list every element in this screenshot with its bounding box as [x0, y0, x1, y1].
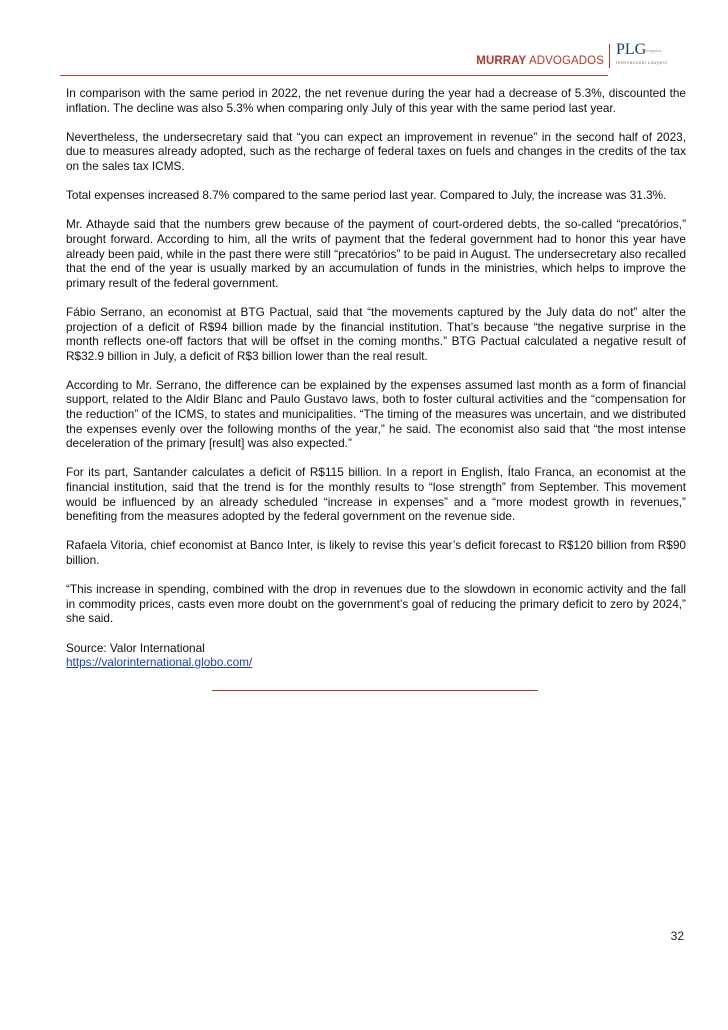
paragraph: In comparison with the same period in 2022, the net revenue during the year had a decrease of 5.3%, discounted the inflation. The decline was also 5.3% when comparing only July of this year with the same period last year.	[66, 86, 686, 115]
plg-logo	[614, 41, 676, 68]
paragraph: According to Mr. Serrano, the difference can be explained by the expenses assumed last month as a form of financial support, related to the Aldir Blanc and Paulo Gustavo laws, both to foster cultural activities and the “compensation for the reduction” of the ICMS, to states and municipalities. “The timing of the measures was uncertain, and we distributed the expenses evenly over the following months of the year,” he said. The economist also said that “the most intense deceleration of the primary [result] was also expected.”	[66, 377, 686, 451]
page-header	[60, 42, 676, 76]
paragraph: “This increase in spending, combined with the drop in revenues due to the slowdown in economic activity and the fall in commodity prices, casts even more doubt on the government’s goal of reducing the primary deficit to zero by 2024,” she said.	[66, 582, 686, 626]
paragraph: Total expenses increased 8.7% compared to the same period last year. Compared to July, the increase was 31.3%.	[66, 188, 667, 203]
paragraph: Fábio Serrano, an economist at BTG Pactual, said that “the movements captured by the July data do not” alter the projection of a deficit of R$94 billion made by the financial institution. That’s because “the negative surprise in the month reflects one-off factors that will be offset in the coming months.” BTG Pactual calculated a negative result of R$32.9 billion in July, a deficit of R$3 billion lower than the real result.	[66, 304, 686, 363]
logo-tag: advogados	[642, 48, 662, 53]
logo-subtitle: International Lawyers	[616, 60, 668, 65]
page-number: 32	[670, 929, 684, 943]
paragraph: Rafaela Vitoria, chief economist at Banco Inter, is likely to revise this year’s deficit forecast to R$120 billion from R$90 billion.	[66, 538, 686, 567]
firm-name-bold: MURRAY	[476, 55, 527, 67]
paragraph: Nevertheless, the undersecretary said that “you can expect an improvement in revenue” in the second half of 2023, due to measures already adopted, such as the recharge of federal taxes on fuels and changes in the credits of the tax on the sales tax ICMS.	[66, 129, 686, 173]
paragraph: For its part, Santander calculates a deficit of R$115 billion. In a report in English, Ítalo Franca, an economist at the financial institution, said that the trend is for the monthly results to “lose strength” from September. This movement would be influenced by an already scheduled “increase in expenses” and a “more modest growth in revenues,” benefiting from the measures adopted by the federal government on the revenue side.	[66, 465, 686, 524]
source-label: Source: Valor International	[66, 640, 205, 655]
logo-divider	[609, 44, 610, 68]
firm-name	[476, 55, 604, 67]
source-block	[66, 641, 686, 670]
article-body	[66, 86, 686, 670]
source-link[interactable]: https://valorinternational.globo.com/	[66, 655, 253, 670]
paragraph: Mr. Athayde said that the numbers grew because of the payment of court-ordered debts, the so-called “precatórios,” brought forward. According to him, all the writs of payment that the federal government had to honor this year have already been paid, while in the past there were still “precatórios” to be paid in August. The undersecretary also recalled that the end of the year is usually marked by an accumulation of funds in the ministries, which helps to improve the primary result of the federal government.	[66, 217, 686, 290]
firm-name-light: ADVOGADOS	[526, 55, 604, 67]
header-divider	[60, 75, 608, 76]
logo-mark: PLG	[616, 41, 647, 58]
end-of-article-rule	[212, 690, 538, 691]
